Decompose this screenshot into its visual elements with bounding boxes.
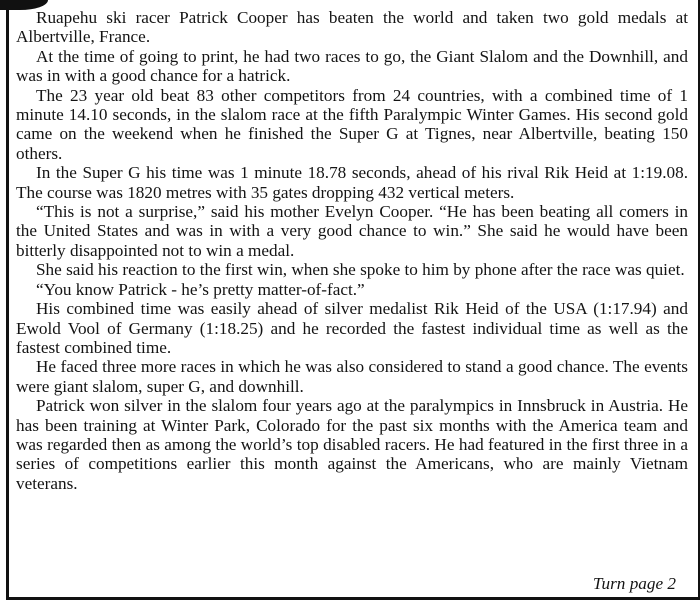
article-paragraph-8: His combined time was easily ahead of silver medalist Rik Heid of the USA (1:17.94) and Ewold Vool of Germany (1:18.25) and he recorded the fastest individual time as well as the fastest combined time. bbox=[16, 299, 688, 357]
article-paragraph-9: He faced three more races in which he was also considered to stand a good chance. The events were giant slalom, super G, and downhill. bbox=[16, 357, 688, 396]
article-paragraph-5: “This is not a surprise,” said his mother Evelyn Cooper. “He has been beating all comers in the United States and was in with a very good chance to win.” She said he would have been bitterly disappointed not to win a medal. bbox=[16, 202, 688, 260]
article-paragraph-6: She said his reaction to the first win, when she spoke to him by phone after the race was quiet. bbox=[36, 260, 685, 280]
article-paragraph-3: The 23 year old beat 83 other competitors from 24 countries, with a combined time of 1 minute 14.10 seconds, in the slalom race at the fifth Paralympic Winter Games. His second gold came on the weekend when he finished the Super G at Tignes, near Albertville, beating 150 others. bbox=[16, 85, 688, 163]
article-paragraph-4: In the Super G his time was 1 minute 18.78 seconds, ahead of his rival Rik Heid at 1:19.08. The course was 1820 metres with 35 gates dropping 432 vertical meters. bbox=[16, 163, 688, 202]
article-paragraph-7: “You know Patrick - he’s pretty matter-of-fact.” bbox=[36, 279, 365, 299]
column-rule-bottom bbox=[6, 597, 700, 600]
continuation-note: Turn page 2 bbox=[592, 574, 676, 593]
article-paragraph-10: Patrick won silver in the slalom four years ago at the paralympics in Innsbruck in Austria. He has been training at Winter Park, Colorado for the past six months with the America team and was regarded then as among the world’s top disabled racers. He had featured in the first three in a series of competitions earlier this month against the Americans, who are mainly Vietnam veterans. bbox=[16, 396, 688, 493]
article-body bbox=[16, 8, 688, 493]
article-paragraph-2: At the time of going to print, he had two races to go, the Giant Slalom and the Downhill, and was in with a good chance for a hatrick. bbox=[16, 46, 688, 86]
column-rule-left bbox=[6, 0, 9, 600]
article-paragraph-1: Ruapehu ski racer Patrick Cooper has beaten the world and taken two gold medals at Albertville, France. bbox=[16, 8, 688, 47]
